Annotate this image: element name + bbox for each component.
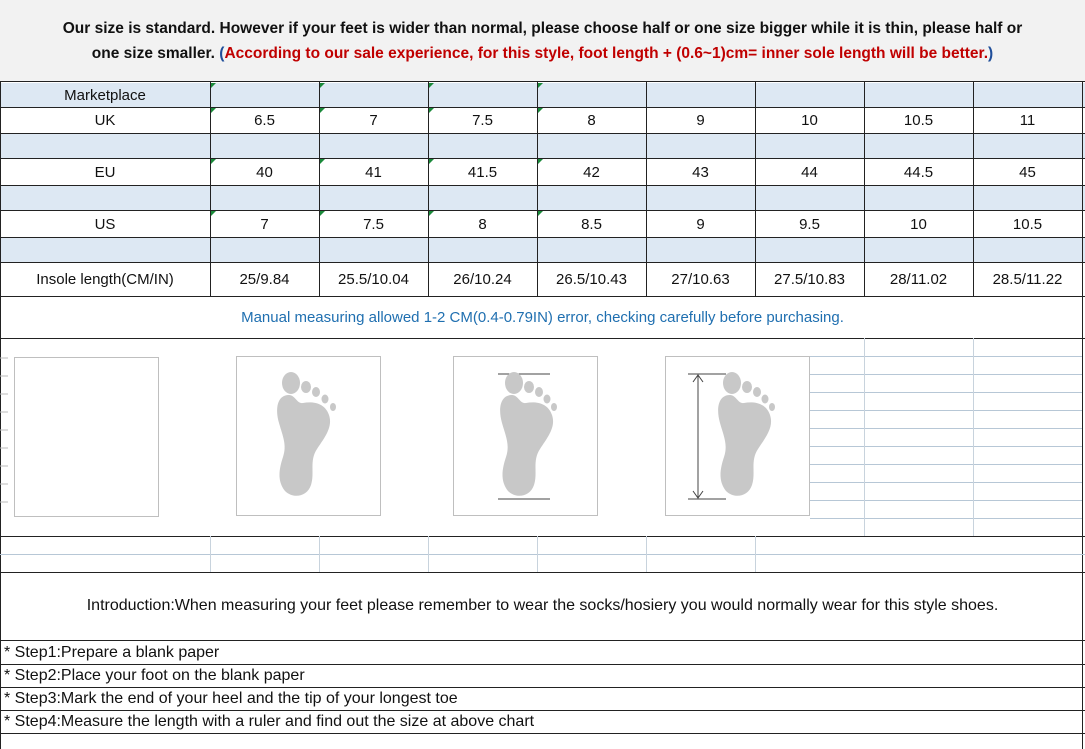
row-label: Insole length(CM/IN) bbox=[36, 271, 174, 288]
margin-ticks bbox=[0, 340, 12, 520]
measuring-note: Manual measuring allowed 1-2 CM(0.4-0.79IN) error, checking carefully before purchasing. bbox=[241, 309, 844, 326]
size-cell: 28.5/11.22 bbox=[992, 271, 1063, 288]
size-cell: 41.5 bbox=[467, 163, 498, 181]
size-cell: 27/10.63 bbox=[671, 271, 730, 288]
step-4: * Step4:Measure the length with a ruler and find out the size at above chart bbox=[4, 713, 535, 730]
step-3: * Step3:Mark the end of your heel and the tip of your longest toe bbox=[4, 690, 458, 707]
size-cell: 27.5/10.83 bbox=[774, 271, 845, 288]
size-advice-line-1: Our size is standard. However if your feet is wider than normal, please choose half or one size bigger while it is thin, please half or bbox=[62, 20, 1023, 37]
size-cell: 7.5 bbox=[472, 112, 493, 129]
size-cell: 9 bbox=[696, 112, 705, 129]
foot-icon bbox=[236, 356, 381, 516]
size-cell: 43 bbox=[692, 163, 709, 181]
size-cell: 8 bbox=[587, 112, 596, 129]
size-cell: 28/11.02 bbox=[889, 271, 948, 288]
size-cell: 44 bbox=[801, 163, 818, 181]
size-cell: 40 bbox=[256, 163, 273, 181]
size-cell: 10.5 bbox=[903, 112, 934, 129]
size-advice-header bbox=[0, 0, 1085, 82]
size-cell: 7.5 bbox=[363, 215, 384, 233]
size-cell: 25.5/10.04 bbox=[338, 271, 409, 288]
row-label: US bbox=[94, 215, 116, 233]
table-band bbox=[0, 186, 1085, 210]
foot-mark-icon bbox=[453, 356, 598, 516]
size-advice-line-2: one size smaller. (According to our sale experience, for this style, foot length + (0.6~1)cm= inner sole length will be better.) bbox=[91, 45, 994, 62]
size-cell: 10 bbox=[801, 112, 818, 129]
size-cell: 8.5 bbox=[581, 215, 602, 233]
size-cell: 7 bbox=[369, 112, 378, 129]
size-cell: 11 bbox=[1019, 112, 1036, 129]
table-band bbox=[0, 134, 1085, 158]
measuring-introduction: Introduction:When measuring your feet please remember to wear the socks/hosiery you would normally wear for this style shoes. bbox=[86, 597, 999, 614]
size-cell: 44.5 bbox=[903, 163, 934, 181]
row-label: UK bbox=[94, 112, 116, 129]
row-label: EU bbox=[94, 163, 116, 181]
step-1: * Step1:Prepare a blank paper bbox=[4, 644, 220, 661]
size-cell: 7 bbox=[260, 215, 269, 233]
size-cell: 25/9.84 bbox=[239, 271, 290, 288]
size-cell: 9 bbox=[696, 215, 705, 233]
size-cell: 9.5 bbox=[799, 215, 820, 233]
size-cell: 45 bbox=[1019, 163, 1036, 181]
size-cell: 41 bbox=[365, 163, 382, 181]
blank-paper-icon bbox=[14, 357, 159, 517]
size-cell: 6.5 bbox=[254, 112, 275, 129]
marketplace-label: Marketplace bbox=[64, 86, 146, 104]
size-cell: 42 bbox=[583, 163, 600, 181]
size-cell: 10.5 bbox=[1012, 215, 1043, 233]
foot-measure-icon bbox=[665, 356, 810, 516]
size-cell: 26/10.24 bbox=[453, 271, 512, 288]
size-cell: 10 bbox=[910, 215, 927, 233]
table-band bbox=[0, 238, 1085, 262]
size-cell: 26.5/10.43 bbox=[556, 271, 627, 288]
step-2: * Step2:Place your foot on the blank paper bbox=[4, 667, 305, 684]
size-cell: 8 bbox=[478, 215, 487, 233]
